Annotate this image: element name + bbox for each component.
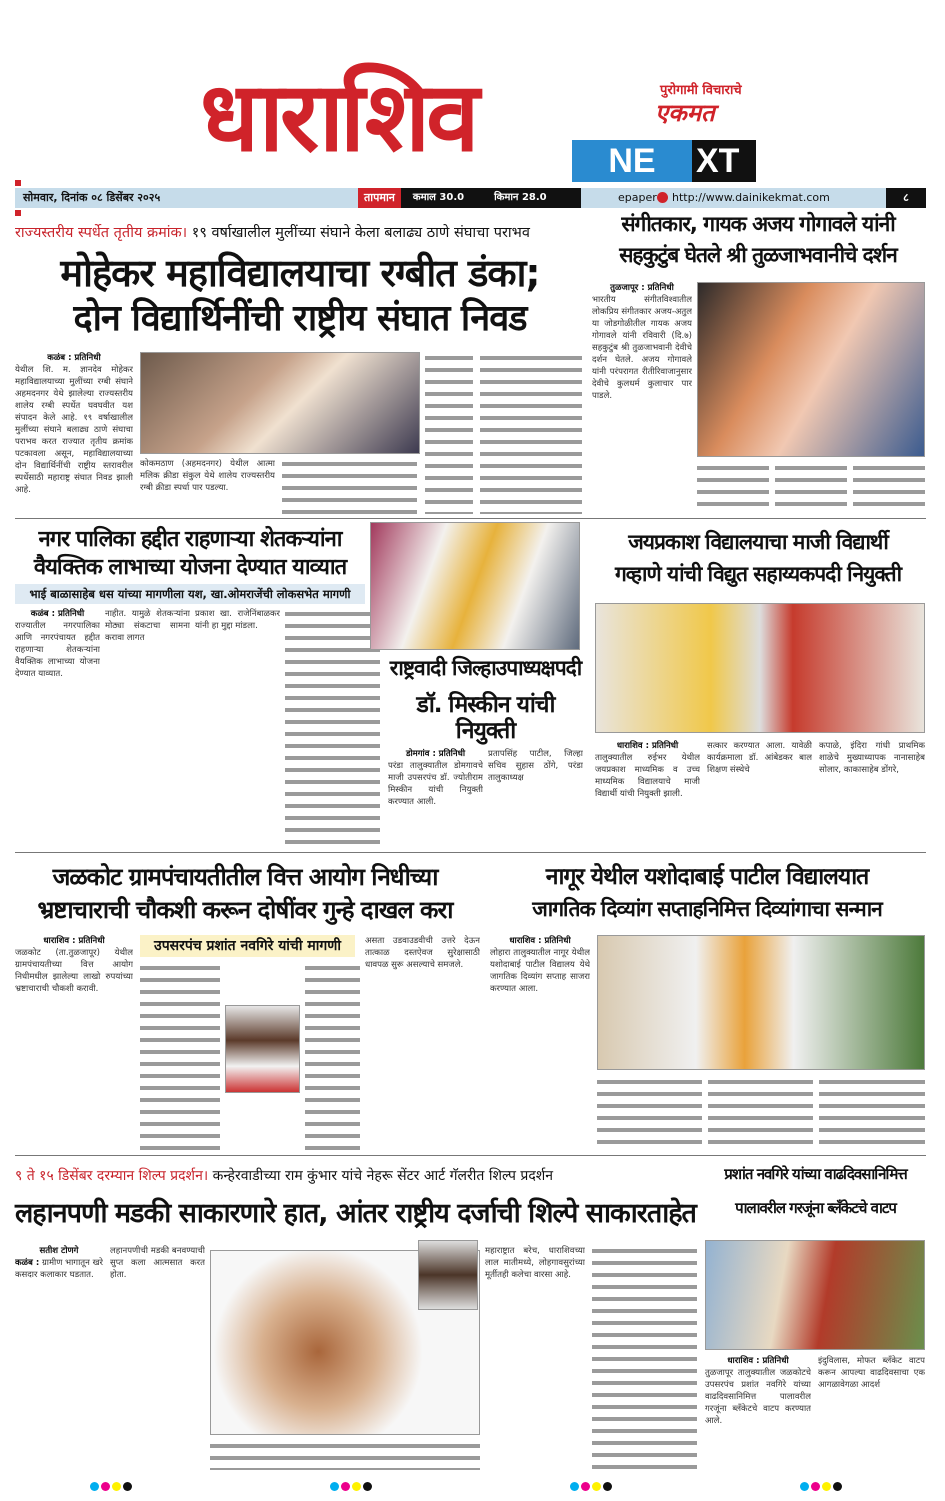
sculptor-portrait	[418, 1240, 478, 1310]
temp-min: किमान 28.0	[494, 192, 547, 203]
color-registration-marks	[570, 1482, 612, 1494]
story-headline: डॉ. मिस्कीन यांची नियुक्ती	[416, 692, 555, 745]
story-body-column	[597, 1076, 702, 1150]
color-registration-marks	[90, 1482, 132, 1494]
corner-mark	[15, 180, 21, 186]
story-headline: जागतिक दिव्यांग सप्ताहनिमित्त दिव्यांगाचा सन्मान	[532, 897, 882, 921]
story-body: तुळजापूर : प्रतिनिधी भारतीय संगीतविश्वातील लोकप्रिय संगीतकार अजय-अतुल या जोडगोळीतील गायक अजय गोगावले यांनी रविवारी (दि.७) सहकुटुंब श्री तुळजाभवानी देवीचे दर्शन घेतले. अजय गोगावले यांनी परंपरागत रीतीरिवाजानुसार देवीचे कुलधर्म कुलाचार पार पाडले.	[592, 283, 692, 401]
story-body: प्रकाश खा. राजेनिंबाळकर यांनी हा मुद्दा मांडला.	[195, 609, 280, 631]
story-subhead: उपसरपंच प्रशांत नवगिरे यांची मागणी	[140, 935, 355, 957]
story-body-column	[140, 962, 220, 1150]
epaper-icon	[657, 192, 668, 203]
next-logo	[572, 140, 756, 182]
story-body: कपाळे, इंदिरा गांधी प्राथमिक शाळेचे मुख्याध्यापक नानासाहेब सोलार, काकासाहेब डोंगरे,	[819, 741, 925, 775]
story-body-column	[819, 1076, 925, 1150]
story-headline: सहकुटुंब घेतले श्री तुळजाभवानीचे दर्शन	[619, 243, 897, 267]
story-body: असता उडवाउडवीची उत्तरे देऊन तात्काळ दस्तऐवज सुरेक्षासाठी धावपळ सुरू असल्याचे समजले.	[365, 936, 480, 970]
rugby-team-photo	[140, 352, 420, 454]
story-body: लहानपणीची मडकी बनवण्याची सुप्त कला आत्मसात करत होता.	[110, 1246, 205, 1280]
section-divider	[15, 1155, 926, 1156]
weather-box	[358, 188, 581, 208]
story-headline: नगर पालिका हद्दीत राहणाऱ्या शेतकऱ्यांना	[38, 527, 342, 552]
website-link[interactable]: http://www.dainikekmat.com	[672, 191, 830, 204]
disability-week-photo	[597, 935, 925, 1070]
story-kicker: ९ ते १५ डिसेंबर दरम्यान शिल्प प्रदर्शन। कन्हेरवाडीच्या राम कुंभार यांचे नेहरू सेंटर आर्ट गॅलरीत शिल्प प्रदर्शन	[15, 1168, 554, 1184]
story-body-column	[697, 462, 769, 514]
story-body: धाराशिव : प्रतिनिधी तुळजापूर तालुक्यातील जळकोटचे उपसरपंच प्रशांत नवगिरे यांच्या वाढदिवसानिमित्त पालावरील गरजूंना ब्लँकेटचे वाटप करण्यात आले.	[705, 1356, 811, 1426]
story-headline: भ्रष्टाचाराची चौकशी करून दोषींवर गुन्हे दाखल करा	[37, 896, 453, 924]
page-number: ८	[886, 188, 926, 208]
section-divider	[15, 852, 926, 853]
next-logo-right: XT	[692, 140, 756, 182]
story-headline: जळकोट ग्रामपंचायतीतील वित्त आयोग निधीच्या	[52, 863, 438, 891]
navgire-portrait	[225, 1005, 300, 1093]
story-body: धाराशिव : प्रतिनिधी जळकोट (ता.तुळजापूर) येथील ग्रामपंचायतीच्या वित्त आयोग निधीमधील झालेल्या लाखो रुपयांच्या भ्रष्टाचाराची चौकशी करावी.	[15, 936, 133, 994]
masthead-tagline: पुरोगामी विचाराचे	[660, 83, 742, 98]
story-body: इंदुविलास, मोफत ब्लँकेट वाटप करून आपल्या वाढदिवसाचा एक आगळावेगळा आदर्श	[818, 1356, 925, 1390]
story-headline: मोहेकर महाविद्यालयाचा रग्बीत डंका;	[60, 251, 540, 295]
story-headline: लहानपणी मडकी साकारणारे हात, आंतर राष्ट्रीय दर्जाची शिल्पे साकारताहेत	[15, 1198, 696, 1229]
story-body-column	[210, 1440, 480, 1470]
story-headline: दोन विद्यार्थिनींची राष्ट्रीय संघात निवड	[73, 298, 527, 339]
story-body-column	[853, 462, 925, 514]
story-body: धाराशिव : प्रतिनिधी लोहारा तालुक्यातील नागूर येथील यशोदाबाई पाटील विद्यालय येथे जागतिक दिव्यांग सप्ताह साजरा करण्यात आला.	[490, 936, 590, 994]
story-body: सत्कार करण्यात आला. यावेळी कार्यक्रमाला डॉ. आंबेडकर बाल शिक्षण संस्थेचे	[707, 741, 812, 775]
masthead-logo: धाराशिव	[200, 61, 476, 173]
temp-max: कमाल 30.0	[412, 192, 465, 203]
story-body: कोकमठाण (अहमदनगर) येथील आत्मा मलिक क्रीडा संकुल येथे शालेय राज्यस्तरीय रग्बी क्रीडा स्पर्धा पार पडल्या.	[140, 459, 275, 493]
story-headline: नागूर येथील यशोदाबाई पाटील विद्यालयात	[545, 864, 869, 890]
story-body-column	[775, 462, 847, 514]
story-headline: वैयक्तिक लाभाच्या योजना देण्यात याव्यात	[33, 555, 347, 580]
story-body-column	[305, 962, 360, 1150]
story-subhead: भाई बाळासाहेब धस यांच्या मागणीला यश, खा.ओमराजेंची लोकसभेत मागणी	[15, 584, 365, 604]
story-headline: पालावरील गरजूंना ब्लँकेटचे वाटप	[735, 1199, 896, 1217]
story-body: कळंब : प्रतिनिधी येथील शि. म. ज्ञानदेव मोहेकर महाविद्यालयाच्या मुलींच्या रग्बी संघाने अहमदनगर येथे झालेल्या राज्यस्तरीय शालेय रग्बी स्पर्धेत घवघवीत यश संपादन केले आहे. १९ वर्षाखालील मुलींच्या संघाने बलाढ्य ठाणे संघाचा पराभव करत राज्यात तृतीय क्रमांक पटकावला असून, महाविद्यालयाच्या दोन विद्यार्थिनींची राष्ट्रीय स्तरावरील स्पर्धेसाठी महाराष्ट्र संघात निवड झाली आहे.	[15, 353, 133, 495]
issue-date: सोमवार, दिनांक ०८ डिसेंबर २०२५	[23, 191, 161, 204]
epaper-label: epaper	[618, 191, 657, 204]
felicitation-photo	[595, 603, 925, 733]
story-body: कळंब : प्रतिनिधी राज्यातील नगरपालिका आणि नगरपंचायत हद्दीत राहणाऱ्या शेतकऱ्यांना वैयक्तिक लाभाच्या योजना देण्यात याव्यात.	[15, 609, 100, 679]
appointment-photo	[370, 522, 580, 650]
story-kicker: राज्यस्तरीय स्पर्धेत तृतीय क्रमांक। १९ वर्षाखालील मुलींच्या संघाने केला बलाढ्य ठाणे संघाचा पराभव	[15, 225, 530, 241]
story-headline: गव्हाणे यांची विद्युत सहाय्यकपदी नियुक्ती	[614, 562, 902, 586]
story-headline: जयप्रकाश विद्यालयाचा माजी विद्यार्थी	[628, 530, 888, 554]
story-body: धाराशिव : प्रतिनिधी तालुक्यातील रुईभर येथील जयप्रकाश माध्यमिक व उच्च माध्यमिक विद्यालयाचे माजी विद्यार्थी यांची नियुक्ती झाली.	[595, 741, 700, 799]
next-logo-left: NE	[572, 140, 692, 182]
story-body-column	[592, 1245, 697, 1470]
weather-label: तापमान	[358, 188, 401, 208]
story-headline: प्रशांत नवगिरे यांच्या वाढदिवसानिमित्त	[724, 1165, 907, 1183]
story-body-column	[708, 1076, 813, 1150]
corner-mark	[15, 210, 21, 216]
story-body: सतीश टोणगे कळंब : ग्रामीण भागातून खरे कसदार कलाकार घडतात.	[15, 1246, 103, 1280]
story-body-column	[282, 458, 417, 514]
gogawale-darshan-photo	[697, 282, 925, 457]
date-bar	[15, 188, 926, 208]
story-body: नाहीत. यामुळे शेतकऱ्यांना मोठ्या संकटाचा सामना करावा लागत	[105, 609, 190, 643]
story-body: डोमगांव : प्रतिनिधी परंडा तालुक्यातील डोमगावचे माजी उपसरपंच डॉ. ज्योतीराम मिस्कीन यांची नियुक्ती करण्यात आली.	[388, 749, 483, 807]
story-headline: संगीतकार, गायक अजय गोगावले यांनी	[621, 212, 895, 236]
story-body: प्रतापसिंह पाटील, जिल्हा सचिव सुहास ठोंगे, परंडा तालुकाध्यक्ष	[488, 749, 583, 783]
story-headline: राष्ट्रवादी जिल्हाउपाध्यक्षपदी	[389, 656, 582, 680]
story-body-column	[480, 352, 582, 514]
story-body-column	[285, 608, 380, 846]
color-registration-marks	[330, 1482, 372, 1494]
blanket-distribution-photo	[705, 1240, 925, 1350]
section-divider	[15, 518, 926, 519]
color-registration-marks	[800, 1482, 842, 1494]
story-body-column	[425, 352, 473, 514]
masthead-brand: एकमत	[655, 99, 715, 127]
story-body: महाराष्ट्रात बरेच, धाराशिवच्या लाल मातीमध्ये, लोहगावसुरांच्या मूर्तीतही कलेचा वारसा आहे.	[485, 1246, 585, 1280]
